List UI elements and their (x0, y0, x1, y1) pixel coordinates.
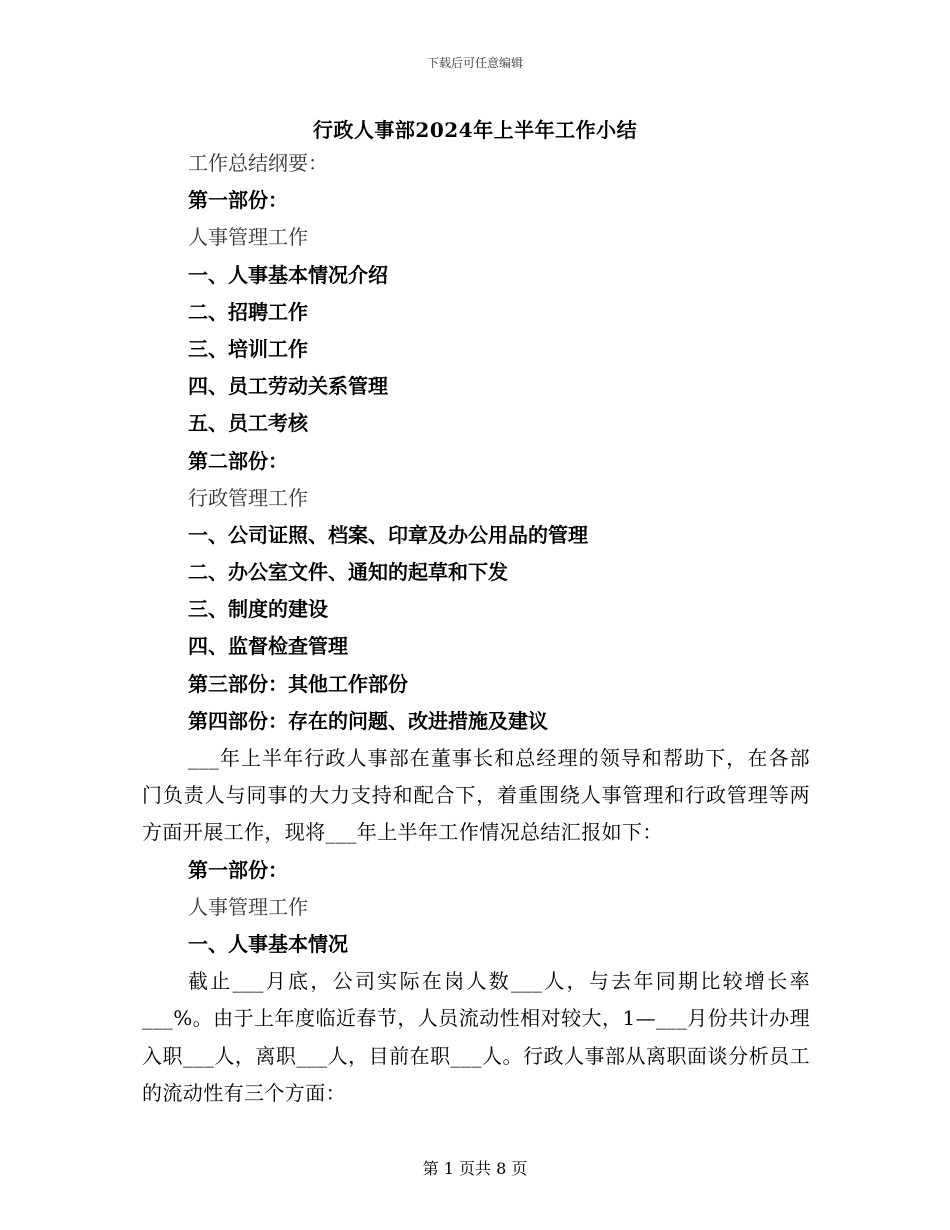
document-title: 行政人事部2024年上半年工作小结 (312, 118, 638, 142)
header-note: 下载后可任意编辑 (426, 56, 523, 70)
body-paragraph: 截止___月底，公司实际在岗人数___人，与去年同期比较增长率___%。由于上年度临近春节，人员流动性相对较大，1—___月份共计办理入职___人，离职___人，目前在职___人。行政人事部从离职面谈分析员工的流动性有三个方面： (142, 969, 810, 1105)
outline-line: 三、制度的建设 (188, 597, 328, 622)
outline-line: 二、办公室文件、通知的起草和下发 (188, 560, 508, 585)
outline-line: 第一部份： (188, 188, 288, 213)
outline-line: 三、培训工作 (188, 336, 308, 361)
outline-line: 第四部份：存在的问题、改进措施及建议 (188, 708, 548, 733)
intro-paragraph: ___年上半年行政人事部在董事长和总经理的领导和帮助下，在各部门负责人与同事的大力支持和配合下，着重围绕人事管理和行政管理等两方面开展工作，现将___年上半年工作情况总结汇报如下： (142, 746, 810, 845)
outline-line: 二、招聘工作 (188, 299, 308, 324)
section-subheading: 人事管理工作 (188, 894, 308, 919)
section-heading: 第一部份： (188, 857, 288, 882)
outline-line: 一、人事基本情况介绍 (188, 262, 388, 287)
page-number: 第 1 页共 8 页 (422, 1159, 528, 1178)
outline-line: 人事管理工作 (188, 225, 308, 250)
outline-line: 工作总结纲要： (188, 151, 328, 175)
document-body (142, 145, 810, 1112)
outline-line: 第三部份：其他工作部份 (188, 671, 408, 696)
outline-line: 行政管理工作 (188, 485, 308, 510)
outline-line: 一、公司证照、档案、印章及办公用品的管理 (188, 522, 588, 547)
outline-line: 五、员工考核 (188, 411, 308, 436)
outline-line: 四、员工劳动关系管理 (188, 374, 388, 399)
outline-line: 第二部份： (188, 448, 288, 473)
subsection-heading: 一、人事基本情况 (188, 931, 348, 956)
outline-line: 四、监督检查管理 (188, 634, 348, 659)
